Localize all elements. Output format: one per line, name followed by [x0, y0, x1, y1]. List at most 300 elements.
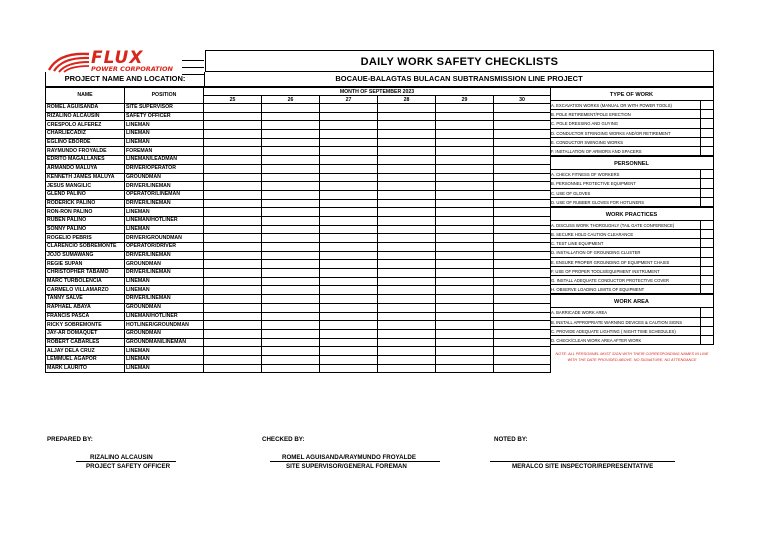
- checklist-checkbox[interactable]: [700, 221, 713, 230]
- signature-cell[interactable]: [204, 251, 262, 260]
- logo-subtitle: POWER CORPORATION: [91, 65, 173, 73]
- signature-cell[interactable]: [378, 338, 436, 347]
- signature-cell[interactable]: [262, 234, 320, 243]
- checklist-item: [550, 110, 714, 119]
- signature-cell[interactable]: [262, 182, 320, 191]
- signature-cell[interactable]: [262, 156, 320, 165]
- checklist-item: [550, 285, 714, 294]
- signature-cell[interactable]: [436, 286, 494, 295]
- signature-cell[interactable]: [494, 225, 551, 234]
- signature-cell[interactable]: [494, 329, 551, 338]
- signature-cell[interactable]: [436, 199, 494, 208]
- checklist-checkbox[interactable]: [700, 248, 713, 257]
- signature-cell[interactable]: [204, 104, 262, 113]
- signature-cell[interactable]: [262, 199, 320, 208]
- signature-cell[interactable]: [320, 190, 378, 199]
- signature-cell[interactable]: [436, 130, 494, 139]
- signature-cell[interactable]: [320, 234, 378, 243]
- checklist-item-label: E. CONDUCTOR SWINGING WORKS: [550, 138, 700, 147]
- signature-cell[interactable]: [320, 225, 378, 234]
- signature-cell[interactable]: [262, 321, 320, 330]
- signature-cell[interactable]: [378, 277, 436, 286]
- signature-cell[interactable]: [436, 364, 494, 373]
- signature-cell[interactable]: [494, 164, 551, 173]
- signature-cell[interactable]: [494, 190, 551, 199]
- worker-position: GROUNDMAN: [125, 260, 204, 269]
- signature-cell[interactable]: [320, 355, 378, 364]
- signature-cell[interactable]: [262, 329, 320, 338]
- signature-cell[interactable]: [262, 277, 320, 286]
- table-row: [46, 173, 551, 182]
- signature-cell[interactable]: [320, 216, 378, 225]
- signature-cell[interactable]: [262, 138, 320, 147]
- worker-name: RAYMUNDO FROYALDE: [46, 147, 125, 156]
- signature-cell[interactable]: [320, 164, 378, 173]
- signature-cell[interactable]: [436, 295, 494, 304]
- signature-cell[interactable]: [378, 225, 436, 234]
- checklist-item-label: D. USE OF RUBBER GLOVES FOR HOTLINERS: [550, 198, 700, 207]
- signature-cell[interactable]: [436, 225, 494, 234]
- signature-cell[interactable]: [378, 130, 436, 139]
- signature-cell[interactable]: [262, 286, 320, 295]
- signature-cell[interactable]: [494, 138, 551, 147]
- signature-cell[interactable]: [494, 321, 551, 330]
- worker-name: RON-RON PALINO: [46, 208, 125, 217]
- signature-cell[interactable]: [320, 286, 378, 295]
- worker-name: RICKY SOBREMONTE: [46, 321, 125, 330]
- checklist-item: [550, 189, 714, 198]
- signature-cell[interactable]: [436, 277, 494, 286]
- signature-cell[interactable]: [204, 234, 262, 243]
- signature-cell[interactable]: [436, 269, 494, 278]
- table-row: [46, 130, 551, 139]
- position-header: POSITION: [125, 88, 204, 104]
- signature-cell[interactable]: [204, 243, 262, 252]
- signature-cell[interactable]: [204, 216, 262, 225]
- signature-cell[interactable]: [204, 156, 262, 165]
- signature-cell[interactable]: [320, 208, 378, 217]
- signature-cell[interactable]: [204, 364, 262, 373]
- signature-cell[interactable]: [320, 277, 378, 286]
- signature-cell[interactable]: [494, 312, 551, 321]
- signature-cell[interactable]: [262, 190, 320, 199]
- day-header-26: 26: [262, 96, 320, 104]
- worker-position: DRIVER/LINEMAN: [125, 251, 204, 260]
- signature-cell[interactable]: [204, 173, 262, 182]
- signature-cell[interactable]: [436, 251, 494, 260]
- checklist-checkbox[interactable]: [700, 147, 713, 156]
- section-title: TYPE OF WORK: [550, 87, 714, 101]
- signature-cell[interactable]: [494, 269, 551, 278]
- signature-cell[interactable]: [320, 138, 378, 147]
- checklist-item-label: D. CONDUCTOR STRINGING WORKS AND/OR RETIREMENT: [550, 129, 700, 138]
- signature-cell[interactable]: [494, 260, 551, 269]
- signature-cell[interactable]: [494, 216, 551, 225]
- signature-cell[interactable]: [494, 112, 551, 121]
- signature-cell[interactable]: [378, 243, 436, 252]
- signature-cell[interactable]: [436, 216, 494, 225]
- table-row: [46, 364, 551, 373]
- signature-cell[interactable]: [378, 164, 436, 173]
- signature-cell[interactable]: [494, 156, 551, 165]
- worker-name: REGIE SUPAN: [46, 260, 125, 269]
- checklist-checkbox[interactable]: [700, 267, 713, 276]
- signature-cell[interactable]: [204, 182, 262, 191]
- signature-cell[interactable]: [320, 104, 378, 113]
- checklist-item: [550, 119, 714, 128]
- signature-cell[interactable]: [320, 364, 378, 373]
- signature-cell[interactable]: [494, 347, 551, 356]
- checklist-checkbox[interactable]: [700, 119, 713, 128]
- section-title: WORK PRACTICES: [550, 207, 714, 221]
- table-row: [46, 182, 551, 191]
- worker-name: EDRITO MAGALLANES: [46, 156, 125, 165]
- checklist-checkbox[interactable]: [700, 336, 713, 345]
- signature-cell[interactable]: [320, 147, 378, 156]
- checklist-checkbox[interactable]: [700, 179, 713, 188]
- signature-cell[interactable]: [494, 121, 551, 130]
- signature-cell[interactable]: [436, 121, 494, 130]
- signature-cell[interactable]: [204, 312, 262, 321]
- worker-name: MARK LAURITO: [46, 364, 125, 373]
- signature-cell[interactable]: [262, 260, 320, 269]
- worker-name: TANNY SALVE: [46, 295, 125, 304]
- signature-cell[interactable]: [320, 173, 378, 182]
- worker-position: SAFETY OFFICER: [125, 112, 204, 121]
- signature-cell[interactable]: [436, 338, 494, 347]
- table-row: [46, 312, 551, 321]
- signature-cell[interactable]: [320, 269, 378, 278]
- signature-cell[interactable]: [320, 199, 378, 208]
- signature-cell[interactable]: [378, 321, 436, 330]
- signature-cell[interactable]: [320, 329, 378, 338]
- signature-cell[interactable]: [204, 112, 262, 121]
- signature-cell[interactable]: [436, 104, 494, 113]
- signature-cell[interactable]: [204, 347, 262, 356]
- signature-cell[interactable]: [204, 208, 262, 217]
- signature-cell[interactable]: [436, 156, 494, 165]
- checklist-item: [550, 101, 714, 110]
- signature-cell[interactable]: [378, 364, 436, 373]
- checklist-item-label: A. BARRICADE WORK AREA: [550, 308, 700, 317]
- checklist-item: [550, 221, 714, 230]
- signature-cell[interactable]: [320, 243, 378, 252]
- signature-cell[interactable]: [262, 121, 320, 130]
- checklist-item: [550, 336, 714, 345]
- signature-cell[interactable]: [320, 295, 378, 304]
- signature-cell[interactable]: [436, 312, 494, 321]
- signature-cell[interactable]: [436, 182, 494, 191]
- signature-cell[interactable]: [204, 138, 262, 147]
- checklist-item: [550, 179, 714, 188]
- signature-cell[interactable]: [204, 321, 262, 330]
- signature-cell[interactable]: [204, 303, 262, 312]
- signature-cell[interactable]: [262, 295, 320, 304]
- signature-cell[interactable]: [320, 338, 378, 347]
- signature-cell[interactable]: [378, 355, 436, 364]
- signature-cell[interactable]: [262, 225, 320, 234]
- signature-cell[interactable]: [320, 251, 378, 260]
- checklist-item: [550, 258, 714, 267]
- signature-cell[interactable]: [436, 164, 494, 173]
- signature-cell[interactable]: [204, 295, 262, 304]
- table-row: [46, 303, 551, 312]
- signature-cell[interactable]: [204, 269, 262, 278]
- signature-cell[interactable]: [494, 104, 551, 113]
- signature-cell[interactable]: [320, 260, 378, 269]
- worker-name: RODERICK PALINO: [46, 199, 125, 208]
- checklist-checkbox[interactable]: [700, 308, 713, 317]
- signature-cell[interactable]: [378, 182, 436, 191]
- table-row: [46, 147, 551, 156]
- worker-name: RAPHAEL ABAYA: [46, 303, 125, 312]
- worker-name: ROBERT CABARLES: [46, 338, 125, 347]
- flux-logo: [45, 50, 205, 74]
- signature-cell[interactable]: [262, 251, 320, 260]
- signature-cell[interactable]: [320, 130, 378, 139]
- checklist-item: [550, 248, 714, 257]
- signature-cell[interactable]: [436, 355, 494, 364]
- table-row: [46, 225, 551, 234]
- signature-cell[interactable]: [378, 234, 436, 243]
- signature-cell[interactable]: [436, 190, 494, 199]
- signature-cell[interactable]: [494, 182, 551, 191]
- worker-position: OPERATOR/DRIVER: [125, 243, 204, 252]
- signature-cell[interactable]: [320, 347, 378, 356]
- checklist-checkbox[interactable]: [700, 129, 713, 138]
- signature-cell[interactable]: [262, 269, 320, 278]
- checklist-checkbox[interactable]: [700, 189, 713, 198]
- worker-position: LINEMAN/HOTLINER: [125, 216, 204, 225]
- signature-cell[interactable]: [436, 147, 494, 156]
- table-row: [46, 286, 551, 295]
- checked-by-title: SITE SUPERVISOR/GENERAL FOREMAN: [286, 463, 407, 470]
- checklist-checkbox[interactable]: [700, 285, 713, 294]
- signature-cell[interactable]: [494, 277, 551, 286]
- table-row: [46, 269, 551, 278]
- signature-cell[interactable]: [494, 208, 551, 217]
- signature-cell[interactable]: [204, 199, 262, 208]
- prepared-signature-line: [76, 461, 176, 462]
- signature-cell[interactable]: [378, 312, 436, 321]
- signature-cell[interactable]: [494, 364, 551, 373]
- worker-position: LINEMAN: [125, 138, 204, 147]
- checklist-checkbox[interactable]: [700, 258, 713, 267]
- worker-position: LINEMAN: [125, 130, 204, 139]
- signature-cell[interactable]: [204, 164, 262, 173]
- checklist-item-label: A. CHECK FITNESS OF WORKERS: [550, 170, 700, 179]
- signature-cell[interactable]: [320, 112, 378, 121]
- signature-cell[interactable]: [494, 199, 551, 208]
- checklist-item-label: D. INSTALLATION OF GROUNDING CLUSTER: [550, 248, 700, 257]
- project-label: PROJECT NAME AND LOCATION:: [45, 72, 205, 87]
- signature-cell[interactable]: [378, 138, 436, 147]
- signature-cell[interactable]: [204, 190, 262, 199]
- signature-cell[interactable]: [378, 251, 436, 260]
- worker-name: RUBEN PALINO: [46, 216, 125, 225]
- signature-cell[interactable]: [436, 208, 494, 217]
- worker-name: ROMEL AGUISANDA: [46, 104, 125, 113]
- signature-cell[interactable]: [378, 347, 436, 356]
- signature-cell[interactable]: [436, 234, 494, 243]
- checklist-item: [550, 276, 714, 285]
- table-row: [46, 164, 551, 173]
- signature-cell[interactable]: [436, 243, 494, 252]
- table-row: [46, 112, 551, 121]
- checklist-checkbox[interactable]: [700, 170, 713, 179]
- signature-cell[interactable]: [262, 147, 320, 156]
- signature-cell[interactable]: [204, 338, 262, 347]
- signature-cell[interactable]: [378, 269, 436, 278]
- signature-cell[interactable]: [378, 208, 436, 217]
- signature-cell[interactable]: [494, 173, 551, 182]
- signature-cell[interactable]: [320, 182, 378, 191]
- checklist-item: [550, 170, 714, 179]
- checklist-checkbox[interactable]: [700, 101, 713, 110]
- checklist-item-label: A. DISCUSS WORK THOROUGHLY (TAIL GATE CONFERENCE): [550, 221, 700, 230]
- table-row: [46, 234, 551, 243]
- signature-cell[interactable]: [378, 147, 436, 156]
- table-row: [46, 329, 551, 338]
- signature-cell[interactable]: [262, 338, 320, 347]
- checklist-checkbox[interactable]: [700, 318, 713, 327]
- signature-cell[interactable]: [204, 329, 262, 338]
- worker-position: FOREMAN: [125, 147, 204, 156]
- signature-cell[interactable]: [262, 104, 320, 113]
- worker-position: GROUNDMAN: [125, 173, 204, 182]
- signature-cell[interactable]: [436, 138, 494, 147]
- checklist-checkbox[interactable]: [700, 198, 713, 207]
- checklist-item-label: D. CHECK/CLEAN WORK AREA AFTER WORK: [550, 336, 700, 345]
- signature-cell[interactable]: [378, 104, 436, 113]
- signature-cell[interactable]: [378, 190, 436, 199]
- checklist-item-label: C. TEST LINE EQUIPMENT: [550, 239, 700, 248]
- signature-cell[interactable]: [262, 243, 320, 252]
- worker-name: SONNY PALINO: [46, 225, 125, 234]
- signature-cell[interactable]: [494, 295, 551, 304]
- checklist-checkbox[interactable]: [700, 138, 713, 147]
- signature-cell[interactable]: [204, 277, 262, 286]
- signature-cell[interactable]: [436, 303, 494, 312]
- signature-cell[interactable]: [494, 234, 551, 243]
- signature-cell[interactable]: [494, 286, 551, 295]
- signature-cell[interactable]: [494, 243, 551, 252]
- checklist-item: [550, 230, 714, 239]
- signature-cell[interactable]: [494, 251, 551, 260]
- signature-cell[interactable]: [436, 260, 494, 269]
- signature-cell[interactable]: [378, 329, 436, 338]
- signature-cell[interactable]: [204, 355, 262, 364]
- signature-cell[interactable]: [378, 112, 436, 121]
- signature-cell[interactable]: [378, 199, 436, 208]
- checklist-item-label: F. INSTALLATION OF ARMORS AND SPACERS: [550, 147, 700, 156]
- signature-cell[interactable]: [262, 216, 320, 225]
- checklist-item-label: C. POLE DRESSING AND GUYING: [550, 119, 700, 128]
- signature-cell[interactable]: [378, 121, 436, 130]
- signature-cell[interactable]: [494, 147, 551, 156]
- checklist-item-label: C. PROVIDE ADEQUATE LIGHTING ( NIGHT TIME SCHEDULES): [550, 327, 700, 336]
- signature-cell[interactable]: [320, 321, 378, 330]
- section-title: PERSONNEL: [550, 156, 714, 170]
- checklist-checkbox[interactable]: [700, 276, 713, 285]
- signature-cell[interactable]: [378, 286, 436, 295]
- signature-cell[interactable]: [204, 225, 262, 234]
- signature-cell[interactable]: [378, 260, 436, 269]
- checklist-checkbox[interactable]: [700, 230, 713, 239]
- project-value: BOCAUE-BALAGTAS BULACAN SUBTRANSMISSION LINE PROJECT: [205, 72, 714, 87]
- signature-cell[interactable]: [204, 260, 262, 269]
- signature-cell[interactable]: [378, 173, 436, 182]
- worker-position: LINEMAN: [125, 355, 204, 364]
- signature-cell[interactable]: [378, 303, 436, 312]
- signature-cell[interactable]: [262, 173, 320, 182]
- checklist-item: [550, 327, 714, 336]
- checklist-item-label: G. INSTALL ADEQUATE CONDUCTOR PROTECTIVE COVER: [550, 276, 700, 285]
- signature-cell[interactable]: [262, 208, 320, 217]
- day-header-25: 25: [204, 96, 262, 104]
- signature-cell[interactable]: [262, 347, 320, 356]
- worker-name: GLEND PALINO: [46, 190, 125, 199]
- signature-cell[interactable]: [494, 130, 551, 139]
- signature-cell[interactable]: [494, 355, 551, 364]
- checklist-checkbox[interactable]: [700, 110, 713, 119]
- checklist-item-label: F. USE OF PROPER TOOLS/EQUIPMENT INSTRUMENT: [550, 267, 700, 276]
- signature-cell[interactable]: [436, 347, 494, 356]
- signature-cell[interactable]: [262, 364, 320, 373]
- signature-cell[interactable]: [320, 121, 378, 130]
- signature-cell[interactable]: [204, 121, 262, 130]
- worker-position: GROUNDMAN/LINEMAN: [125, 338, 204, 347]
- checklist-item: [550, 138, 714, 147]
- signature-cell[interactable]: [436, 321, 494, 330]
- checklist-panel: [550, 87, 714, 363]
- signature-cell[interactable]: [204, 130, 262, 139]
- worker-position: LINEMAN: [125, 208, 204, 217]
- signature-cell[interactable]: [204, 147, 262, 156]
- signature-cell[interactable]: [262, 312, 320, 321]
- worker-name: CLARENCIO SOBREMONTE: [46, 243, 125, 252]
- worker-name: EGLINO EBORDE: [46, 138, 125, 147]
- table-row: [46, 260, 551, 269]
- signature-cell[interactable]: [320, 156, 378, 165]
- signature-cell[interactable]: [494, 303, 551, 312]
- day-header-30: 30: [494, 96, 551, 104]
- signature-cell[interactable]: [204, 286, 262, 295]
- signature-cell[interactable]: [262, 164, 320, 173]
- checklist-item-label: H. OBSERVE LOADING LIMITS OF EQUIPMENT: [550, 285, 700, 294]
- signature-cell[interactable]: [262, 355, 320, 364]
- signature-cell[interactable]: [378, 156, 436, 165]
- signature-cell[interactable]: [262, 130, 320, 139]
- checklist-checkbox[interactable]: [700, 327, 713, 336]
- name-header: NAME: [46, 88, 125, 104]
- worker-position: GROUNDMAN: [125, 303, 204, 312]
- signature-cell[interactable]: [262, 112, 320, 121]
- checklist-item-label: C. USE OF GLOVES: [550, 189, 700, 198]
- signature-cell[interactable]: [436, 329, 494, 338]
- signature-cell[interactable]: [378, 295, 436, 304]
- signature-cell[interactable]: [378, 216, 436, 225]
- worker-name: JOJO SUMAWANG: [46, 251, 125, 260]
- signature-cell[interactable]: [494, 338, 551, 347]
- checklist-checkbox[interactable]: [700, 239, 713, 248]
- signature-cell[interactable]: [436, 173, 494, 182]
- noted-by-label: NOTED BY:: [494, 436, 528, 443]
- signature-cell[interactable]: [262, 303, 320, 312]
- signature-cell[interactable]: [436, 112, 494, 121]
- signature-cell[interactable]: [320, 312, 378, 321]
- signature-cell[interactable]: [320, 303, 378, 312]
